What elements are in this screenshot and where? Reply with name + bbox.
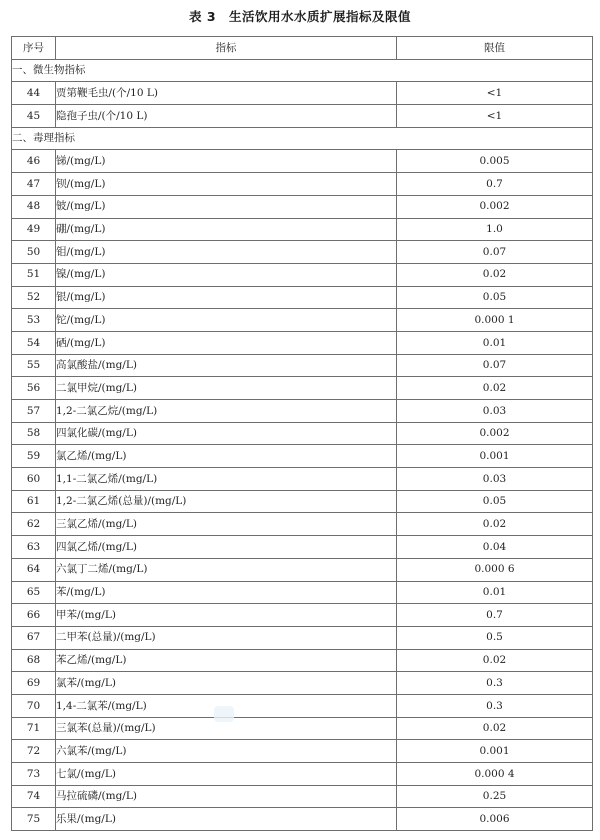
row-number: 73	[12, 763, 56, 786]
row-indicator: 六氯丁二烯/(mg/L)	[56, 558, 397, 581]
table-row	[12, 649, 593, 672]
row-indicator: 贾第鞭毛虫/(个/10 L)	[56, 82, 397, 105]
table-row	[12, 422, 593, 445]
row-number: 50	[12, 241, 56, 264]
row-limit: 0.01	[397, 581, 593, 604]
row-number: 51	[12, 263, 56, 286]
row-limit: 0.01	[397, 331, 593, 354]
table-row	[12, 195, 593, 218]
row-limit: 0.02	[397, 263, 593, 286]
table-row	[12, 150, 593, 173]
watermark-mark	[214, 706, 234, 722]
row-number: 68	[12, 649, 56, 672]
section-title: 二、毒理指标	[12, 127, 593, 150]
table-row	[12, 218, 593, 241]
row-number: 52	[12, 286, 56, 309]
row-indicator: 三氯苯(总量)/(mg/L)	[56, 717, 397, 740]
table-row	[12, 694, 593, 717]
row-number: 49	[12, 218, 56, 241]
row-indicator: 隐孢子虫/(个/10 L)	[56, 105, 397, 128]
row-limit: 0.07	[397, 354, 593, 377]
row-indicator: 四氯化碳/(mg/L)	[56, 422, 397, 445]
row-number: 48	[12, 195, 56, 218]
row-limit: 0.03	[397, 400, 593, 423]
row-number: 45	[12, 105, 56, 128]
row-number: 59	[12, 445, 56, 468]
row-number: 55	[12, 354, 56, 377]
table-row	[12, 445, 593, 468]
row-limit: 0.05	[397, 490, 593, 513]
row-number: 63	[12, 536, 56, 559]
row-indicator: 1,1-二氯乙烯/(mg/L)	[56, 468, 397, 491]
row-number: 44	[12, 82, 56, 105]
table-title: 表 3 生活饮用水水质扩展指标及限值	[188, 9, 412, 24]
row-limit: 0.25	[397, 785, 593, 808]
table-row	[12, 400, 593, 423]
row-indicator: 1,2-二氯乙烯(总量)/(mg/L)	[56, 490, 397, 513]
row-number: 53	[12, 309, 56, 332]
row-limit: 0.5	[397, 626, 593, 649]
row-limit: 0.03	[397, 468, 593, 491]
table-row	[12, 808, 593, 831]
row-limit: 0.02	[397, 513, 593, 536]
row-indicator: 乐果/(mg/L)	[56, 808, 397, 831]
row-limit: 0.001	[397, 740, 593, 763]
table-row	[12, 513, 593, 536]
row-limit: 0.02	[397, 377, 593, 400]
table-row	[12, 536, 593, 559]
row-indicator: 1,2-二氯乙烷/(mg/L)	[56, 400, 397, 423]
table-row	[12, 558, 593, 581]
row-indicator: 钡/(mg/L)	[56, 173, 397, 196]
table-row	[12, 82, 593, 105]
table-row	[12, 604, 593, 627]
row-number: 67	[12, 626, 56, 649]
row-limit: 0.07	[397, 241, 593, 264]
row-limit: 0.7	[397, 173, 593, 196]
row-limit: 0.001	[397, 445, 593, 468]
row-indicator: 甲苯/(mg/L)	[56, 604, 397, 627]
section-row	[12, 59, 593, 82]
row-indicator: 苯乙烯/(mg/L)	[56, 649, 397, 672]
row-indicator: 锑/(mg/L)	[56, 150, 397, 173]
row-limit: 0.006	[397, 808, 593, 831]
row-indicator: 氯乙烯/(mg/L)	[56, 445, 397, 468]
row-indicator: 氯苯/(mg/L)	[56, 672, 397, 695]
row-limit: 0.000 4	[397, 763, 593, 786]
section-title: 一、微生物指标	[12, 59, 593, 82]
row-number: 75	[12, 808, 56, 831]
row-limit: 0.002	[397, 422, 593, 445]
row-limit: 0.02	[397, 649, 593, 672]
row-indicator: 二氯甲烷/(mg/L)	[56, 377, 397, 400]
row-number: 47	[12, 173, 56, 196]
row-limit: 0.000 6	[397, 558, 593, 581]
row-indicator: 高氯酸盐/(mg/L)	[56, 354, 397, 377]
row-number: 72	[12, 740, 56, 763]
table-row	[12, 286, 593, 309]
table-row	[12, 173, 593, 196]
row-limit: 0.3	[397, 694, 593, 717]
header-no: 序号	[12, 37, 56, 60]
row-indicator: 硒/(mg/L)	[56, 331, 397, 354]
row-indicator: 六氯苯/(mg/L)	[56, 740, 397, 763]
row-number: 61	[12, 490, 56, 513]
row-indicator: 银/(mg/L)	[56, 286, 397, 309]
row-limit: 1.0	[397, 218, 593, 241]
table-row	[12, 672, 593, 695]
row-number: 57	[12, 400, 56, 423]
row-limit: 0.3	[397, 672, 593, 695]
row-indicator: 三氯乙烯/(mg/L)	[56, 513, 397, 536]
table-row	[12, 331, 593, 354]
row-indicator: 四氯乙烯/(mg/L)	[56, 536, 397, 559]
row-number: 54	[12, 331, 56, 354]
table-row	[12, 581, 593, 604]
row-limit: 0.7	[397, 604, 593, 627]
row-limit: <1	[397, 105, 593, 128]
table-row	[12, 354, 593, 377]
table-row	[12, 490, 593, 513]
row-limit: 0.000 1	[397, 309, 593, 332]
row-number: 71	[12, 717, 56, 740]
row-limit: 0.002	[397, 195, 593, 218]
row-limit: 0.04	[397, 536, 593, 559]
row-indicator: 苯/(mg/L)	[56, 581, 397, 604]
water-quality-table	[11, 36, 593, 831]
row-number: 70	[12, 694, 56, 717]
row-limit: 0.005	[397, 150, 593, 173]
row-number: 62	[12, 513, 56, 536]
row-indicator: 硼/(mg/L)	[56, 218, 397, 241]
row-number: 60	[12, 468, 56, 491]
table-row	[12, 717, 593, 740]
table-row	[12, 377, 593, 400]
row-limit: <1	[397, 82, 593, 105]
header-limit: 限值	[397, 37, 593, 60]
header-indicator: 指标	[56, 37, 397, 60]
table-row	[12, 626, 593, 649]
row-number: 65	[12, 581, 56, 604]
row-number: 58	[12, 422, 56, 445]
table-header-row	[12, 37, 593, 60]
table-row	[12, 740, 593, 763]
table-row	[12, 263, 593, 286]
table-row	[12, 763, 593, 786]
row-number: 64	[12, 558, 56, 581]
table-row	[12, 309, 593, 332]
row-indicator: 铊/(mg/L)	[56, 309, 397, 332]
row-limit: 0.05	[397, 286, 593, 309]
row-number: 66	[12, 604, 56, 627]
section-row	[12, 127, 593, 150]
row-number: 56	[12, 377, 56, 400]
row-indicator: 1,4-二氯苯/(mg/L)	[56, 694, 397, 717]
table-row	[12, 241, 593, 264]
table-body	[12, 59, 593, 830]
row-number: 69	[12, 672, 56, 695]
row-indicator: 七氯/(mg/L)	[56, 763, 397, 786]
table-row	[12, 785, 593, 808]
row-indicator: 铍/(mg/L)	[56, 195, 397, 218]
row-indicator: 镍/(mg/L)	[56, 263, 397, 286]
row-indicator: 钼/(mg/L)	[56, 241, 397, 264]
row-indicator: 二甲苯(总量)/(mg/L)	[56, 626, 397, 649]
table-row	[12, 105, 593, 128]
table-row	[12, 468, 593, 491]
row-limit: 0.02	[397, 717, 593, 740]
row-indicator: 马拉硫磷/(mg/L)	[56, 785, 397, 808]
row-number: 46	[12, 150, 56, 173]
row-number: 74	[12, 785, 56, 808]
